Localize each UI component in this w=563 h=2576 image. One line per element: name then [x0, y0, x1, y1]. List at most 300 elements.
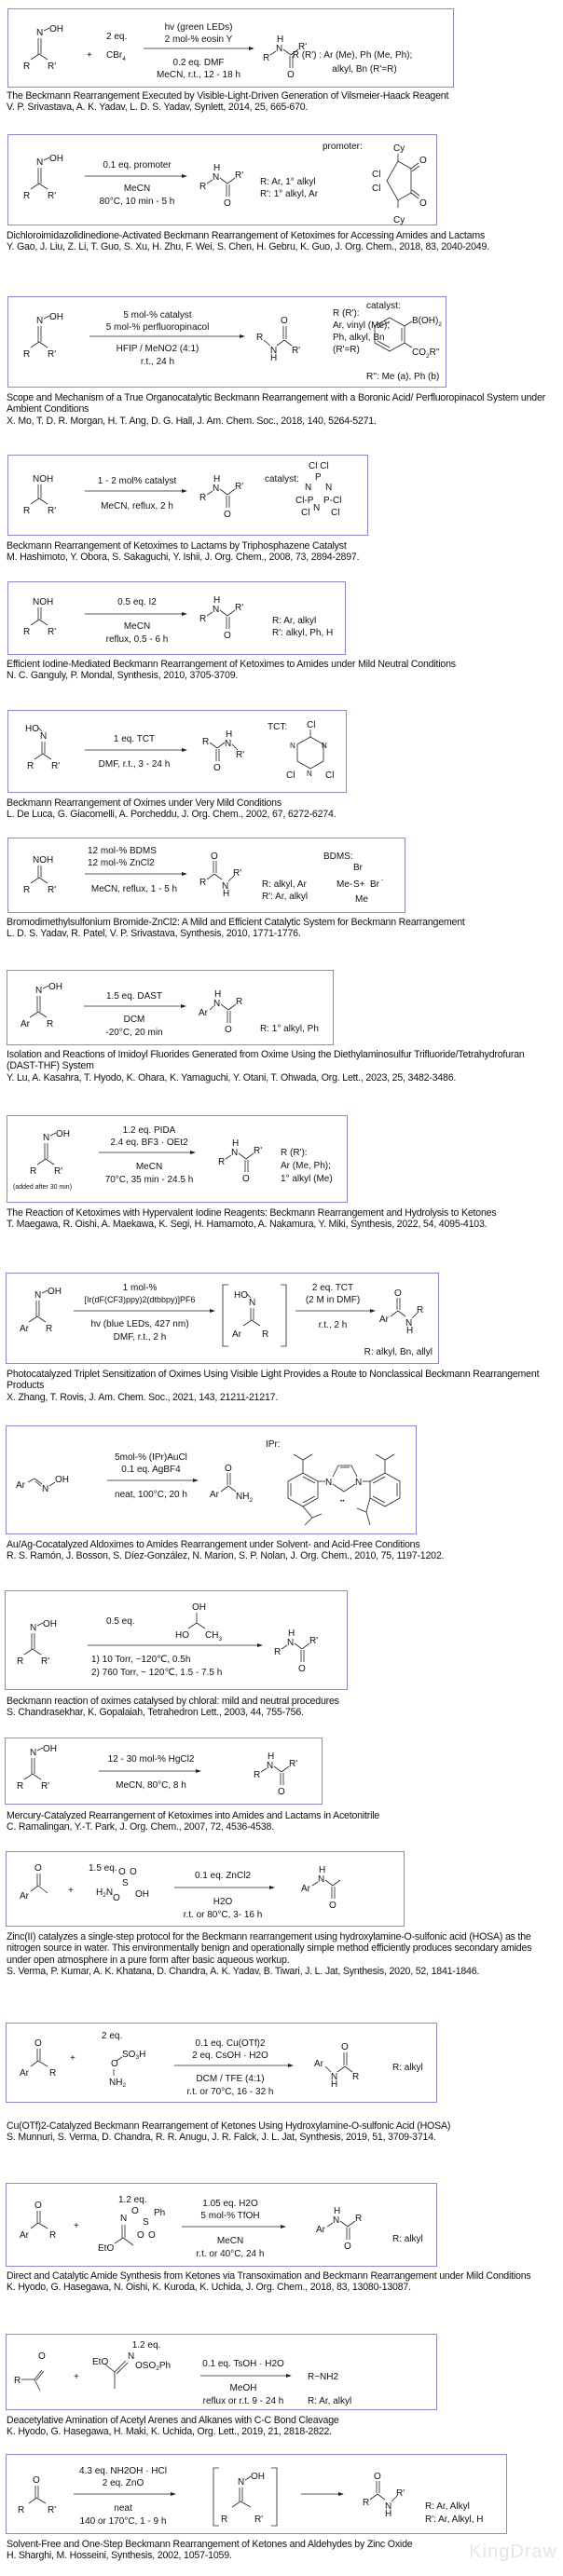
svg-text:R: R — [199, 614, 207, 624]
condition-top-1: 0.1 eq. ZnCl2 — [194, 1871, 252, 1881]
condition-bottom-1: MeCN — [123, 184, 151, 194]
svg-text:R: R — [23, 627, 31, 637]
svg-text:O: O — [34, 2201, 42, 2211]
triphosphazene-catalyst — [295, 461, 341, 518]
citation: L. D. S. Yadav, R. Patel, V. P. Srivastava, Synthesis, 2010, 1771-1776. — [7, 928, 301, 940]
condition-top-2: 2 eq. CsOH · H2O — [192, 2051, 268, 2061]
svg-text:N: N — [276, 44, 283, 54]
svg-text:R: R — [49, 2068, 57, 2079]
aldoxime-reactant — [16, 1475, 69, 1494]
scheme-drawing — [8, 297, 447, 388]
condition-bottom-1: 1) 10 Torr, ~120℃, 0.5h — [91, 1655, 191, 1665]
reaction-scheme-17 — [6, 2334, 437, 2410]
condition-bottom-1: H2O — [213, 1897, 233, 1907]
svg-text:NOH: NOH — [33, 855, 54, 865]
methyl-ketone-reactant — [14, 2351, 46, 2391]
svg-text:R: R — [17, 1656, 24, 1667]
svg-text:O: O — [278, 1787, 285, 1797]
reference-1 — [7, 90, 556, 114]
svg-text:O: O — [281, 316, 288, 326]
svg-text:N: N — [34, 1290, 42, 1301]
condition-top-1: 5 mol-% catalyst — [123, 310, 192, 320]
reference-3 — [7, 392, 556, 427]
svg-text:N: N — [333, 2215, 340, 2226]
svg-text:Ar: Ar — [301, 1884, 310, 1894]
svg-text:R: R — [363, 2498, 370, 2508]
scope-line-3: Ph, alkyl, Bn — [333, 333, 385, 343]
svg-text:O: O — [298, 1664, 306, 1674]
svg-text:O: O — [225, 1025, 232, 1035]
reaction-scheme-13 — [5, 1738, 323, 1805]
paper-title: Cu(OTf)2-Catalyzed Beckmann Rearrangement of Ketones Using Hydroxylamine-O-sulfonic Acid (HOSA) — [7, 2120, 451, 2132]
svg-text:O: O — [111, 2059, 118, 2069]
condition-bottom-1: DMF, r.t., 3 - 24 h — [98, 759, 171, 770]
svg-text:N: N — [222, 881, 229, 892]
promoter-label: promoter: — [323, 142, 363, 152]
condition-bottom-1: neat, 100°C, 20 h — [115, 1490, 187, 1500]
scope-line-4: (R'=R) — [333, 345, 360, 355]
atom-n: N — [36, 28, 44, 38]
svg-text:R: R — [17, 1781, 24, 1792]
svg-text:Cl-P: Cl-P — [295, 496, 314, 506]
scheme-drawing — [6, 1591, 349, 1691]
svg-text:R': R' — [41, 1656, 50, 1667]
condition-top-1: 4.3 eq. NH2OH · HCl — [79, 2466, 167, 2476]
paper-title: The Reaction of Ketoximes with Hypervalent Iodine Reagents: Beckmann Rearrangement and Hydrolysis to Ketones — [7, 1207, 497, 1219]
svg-text:Ar: Ar — [16, 1480, 25, 1491]
condition-top-1: 0.1 eq. promoter — [103, 160, 172, 170]
reference-17 — [7, 2415, 556, 2438]
svg-text:O: O — [242, 1174, 250, 1184]
reagent-eq: 1.2 eq. — [131, 2340, 161, 2351]
svg-text:R: R — [23, 885, 31, 895]
svg-text:OH: OH — [55, 1475, 69, 1485]
scope-line-1: R: Ar, alkyl — [308, 2396, 352, 2406]
svg-text:N: N — [120, 2214, 128, 2224]
plus-sign: + — [74, 2372, 79, 2382]
svg-text:N: N — [405, 1318, 413, 1329]
scope-line-1: R (R'): — [333, 308, 360, 319]
paper-title: Photocatalyzed Triplet Sensitization of Oximes Using Visible Light Provides a Route to Nonclassical Beckmann Rearrangement Products — [7, 1369, 540, 1392]
condition-bottom-2: r.t. or 80°C, 3- 16 h — [183, 1910, 263, 1920]
svg-text:O: O — [33, 2475, 40, 2486]
citation: M. Hashimoto, Y. Obora, S. Sakaguchi, Y. Ishii, J. Org. Chem., 2008, 73, 2894-2897. — [7, 552, 360, 564]
svg-text:N: N — [231, 1148, 239, 1158]
reaction-scheme-10 — [6, 1273, 439, 1364]
svg-text:N: N — [40, 731, 48, 742]
svg-text:R: R — [221, 2515, 228, 2525]
svg-text:Cl: Cl — [301, 508, 310, 518]
condition-top-1: 1 mol-% — [122, 1283, 158, 1293]
amide-product — [256, 316, 300, 363]
svg-text:Cy: Cy — [393, 143, 405, 154]
scope-line-3: 1° alkyl (Me) — [281, 1174, 333, 1184]
svg-text:H: H — [214, 989, 222, 1000]
condition-top-1: 5mol-% (IPr)AuCl — [115, 1452, 187, 1463]
svg-text:Me: Me — [355, 894, 368, 905]
citation: X. Zhang, T. Rovis, J. Am. Chem. Soc., 2021, 143, 21211-21217. — [7, 1391, 279, 1403]
svg-text:R': R' — [235, 603, 244, 613]
triazine-structure — [286, 720, 334, 781]
citation: X. Mo, T. D. R. Morgan, H. T. Ang, D. G. Hall, J. Am. Chem. Soc., 2018, 140, 5264-5271. — [7, 415, 377, 427]
svg-text:H: H — [385, 2509, 392, 2519]
condition-top-1: 0.5 eq. I2 — [117, 597, 157, 607]
svg-text:OH: OH — [49, 154, 63, 164]
ipr-label: IPr: — [266, 1439, 281, 1450]
condition-bottom-2: 80°C, 10 min - 5 h — [99, 197, 175, 207]
scheme-drawing — [6, 1738, 323, 1806]
condition-top-1: hv (green LEDs) — [164, 22, 233, 33]
amide-product — [254, 1751, 297, 1797]
reference-6 — [7, 797, 556, 821]
svg-text:S: S — [122, 1878, 129, 1888]
citation: S. Munnuri, S. Verma, D. Chandra, R. R. Anugu, J. R. Falck, J. L. Jat, Synthesis, 2019, 51, 3709-3714. — [7, 2132, 436, 2144]
svg-text:H: H — [226, 729, 233, 740]
scope-line-2: Ar, vinyl (Me); — [333, 320, 391, 331]
svg-text:H: H — [223, 889, 230, 899]
reaction-scheme-7 — [7, 838, 405, 913]
promoter-structure — [372, 143, 427, 225]
paper-title: Bromodimethylsulfonium Bromide-ZnCl2: A Mild and Efficient Catalytic System for Beckmann Rearrangement — [7, 917, 465, 928]
svg-text:N: N — [385, 2501, 392, 2512]
scope-line-2: R': 1° alkyl, Ar — [260, 189, 319, 199]
svg-text:R: R — [254, 1770, 261, 1780]
chloral-hydrate-structure — [175, 1602, 222, 1642]
condition-top-2: 5 mol-% TfOH — [200, 2211, 260, 2221]
ketoxime-reactant — [23, 855, 56, 895]
svg-text:H: H — [213, 163, 221, 173]
catalyst-label: catalyst: — [265, 474, 299, 484]
svg-text:R': R' — [309, 1636, 319, 1646]
svg-text:EtO: EtO — [98, 2243, 115, 2254]
bdms-structure — [336, 863, 383, 905]
svg-text:-: - — [381, 877, 384, 883]
condition-bottom-1: MeCN, reflux, 2 h — [101, 501, 173, 511]
svg-text:N: N — [238, 2477, 245, 2487]
scope-line-1: R: alkyl — [392, 2234, 423, 2244]
reaction-scheme-11 — [6, 1425, 417, 1534]
scheme-drawing — [7, 1274, 440, 1365]
scheme-drawing — [7, 971, 335, 1046]
svg-text:S: S — [143, 2217, 149, 2228]
svg-text:O: O — [344, 2242, 351, 2252]
scheme-drawing — [8, 838, 406, 914]
svg-text:R': R' — [254, 1146, 263, 1156]
scope-line-2: R': Ar, alkyl — [262, 892, 309, 902]
svg-text:S+: S+ — [353, 879, 365, 890]
reagent-eq: 1.5 eq. — [89, 1863, 117, 1874]
svg-text:CO2R'': $CO_2R''$ — [412, 348, 440, 360]
reference-2 — [7, 230, 556, 253]
condition-bottom-1: DCM — [123, 1015, 145, 1025]
svg-text:O: O — [419, 198, 427, 209]
svg-text:R': R' — [298, 42, 308, 52]
scheme-drawing — [8, 456, 369, 537]
paper-title: Solvent-Free and One-Step Beckmann Rearrangement of Ketones and Aldehydes by Zinc Oxide — [7, 2539, 413, 2550]
svg-text:N: N — [325, 1478, 333, 1488]
reference-10 — [7, 1369, 556, 1403]
condition-bottom-2: reflux or r.t. 9 - 24 h — [202, 2396, 284, 2406]
amide-product — [199, 163, 243, 209]
svg-text:N: N — [322, 742, 327, 750]
atom-oh: OH — [49, 24, 63, 34]
svg-text:OH: OH — [251, 2472, 265, 2482]
citation: T. Maegawa, R. Oishi, A. Maekawa, K. Segi, H. Hamamoto, A. Nakamura, Y. Miki, Synthesis, 2022, 54, 4095-4103. — [7, 1219, 487, 1231]
svg-text:H: H — [270, 353, 278, 363]
svg-text:N: N — [213, 999, 221, 1009]
citation: Y. Lu, A. Kasahra, T. Hyodo, K. Ohara, K. Yamaguchi, Y. Otani, T. Ohwada, Org. Lett., 2023, 25, 3482-3486. — [7, 1071, 457, 1084]
svg-text:NOH: NOH — [33, 474, 54, 484]
amide-product — [274, 1629, 318, 1674]
svg-text:H: H — [268, 1751, 275, 1762]
svg-text:••: •• — [340, 1498, 345, 1505]
condition-bottom-1: hv (blue LEDs, 427 nm) — [90, 1319, 189, 1329]
svg-text:NOH: NOH — [33, 597, 54, 607]
svg-text:N: N — [307, 770, 312, 778]
citation: V. P. Srivastava, A. K. Yadav, L. D. S. Yadav, Synlett, 2014, 25, 665-670. — [7, 102, 309, 114]
svg-text:P: P — [315, 472, 322, 483]
amide-product — [379, 1288, 423, 1336]
reaction-scheme-16 — [6, 2183, 437, 2267]
reaction-scheme-18 — [6, 2454, 507, 2534]
reagent-eq: 2 eq. — [102, 2031, 123, 2041]
svg-text:O: O — [341, 2042, 349, 2052]
svg-text:N: N — [331, 2072, 338, 2082]
svg-text:Cl Cl: Cl Cl — [309, 461, 329, 471]
condition-bottom-1: DCM / TFE (4:1) — [196, 2074, 265, 2084]
amide-product — [199, 852, 241, 899]
scheme-drawing — [7, 2335, 438, 2411]
svg-text:OH: OH — [43, 1619, 57, 1629]
addition-note: (added after 30 min) — [13, 1184, 73, 1191]
svg-text:O: O — [329, 1901, 336, 1911]
svg-text:R: R — [199, 493, 207, 503]
svg-text:HO: HO — [234, 1290, 248, 1301]
svg-text:R': R' — [292, 346, 301, 356]
paper-title: Isolation and Reactions of Imidoyl Fluorides Generated from Oxime Using the Diethylaminosulfur Trifluoride/Tetrahydrofuran (DAST-THF) System — [7, 1049, 525, 1072]
oxime-reactant — [17, 1619, 57, 1667]
svg-text:O: O — [130, 1867, 137, 1877]
svg-text:N: N — [325, 483, 333, 493]
svg-text:R: R — [30, 1166, 37, 1177]
svg-text:Cl: Cl — [372, 170, 381, 180]
condition-top-1: 0.1 eq. Cu(OTf)2 — [195, 2038, 266, 2049]
reference-15 — [7, 2120, 556, 2144]
svg-text:Ar: Ar — [199, 1008, 208, 1018]
ketone-reactant — [20, 1863, 48, 1901]
svg-text:P-Cl: P-Cl — [323, 496, 342, 506]
amide-product — [316, 2206, 362, 2252]
svg-text:O: O — [34, 2038, 42, 2049]
condition-bottom-2: 140 or 170°C, 1 - 9 h — [79, 2516, 167, 2527]
svg-text:H: H — [277, 34, 284, 45]
condition-bottom-1: 0.2 eq. DMF — [172, 58, 225, 68]
svg-text:N: N — [36, 157, 44, 168]
svg-text:Ar: Ar — [21, 1019, 30, 1029]
condition-bottom-1: HFIP / MeNO2 (4:1) — [116, 344, 199, 354]
scope-line-1: R: Ar, 1° alkyl — [260, 177, 316, 187]
oxime-reactant — [25, 724, 60, 771]
reaction-scheme-2 — [7, 134, 437, 225]
paper-title: Efficient Iodine-Mediated Beckmann Rearrangement of Ketoximes to Amides under Mild Neutral Conditions — [7, 659, 456, 670]
ketoxime-reactant — [23, 474, 56, 516]
primary-amide-product — [210, 1464, 253, 1504]
svg-text:O: O — [137, 2230, 144, 2241]
svg-text:R: R — [202, 737, 210, 747]
svg-text:R: R — [355, 2214, 363, 2224]
plus-sign: + — [70, 2053, 76, 2064]
svg-text:O: O — [213, 763, 221, 773]
scope-line-1: R (R') : Ar (Me), Ph (Me, Ph); — [292, 50, 413, 61]
condition-top-2: 5 mol-% perfluoropinacol — [105, 322, 210, 333]
plus-sign: + — [74, 2221, 79, 2231]
svg-text:H: H — [213, 474, 221, 484]
scheme-drawing — [7, 2455, 508, 2535]
svg-text:OH: OH — [192, 1602, 206, 1613]
paper-title: Beckmann Rearrangement of Oximes under Very Mild Conditions — [7, 797, 282, 809]
scope-line-1: R: alkyl, Bn, allyl — [364, 1347, 433, 1357]
carbonyl-reactant — [18, 2475, 56, 2515]
svg-text:Br: Br — [370, 879, 379, 890]
condition-top-1: 12 - 30 mol-% HgCl2 — [107, 1754, 195, 1765]
svg-text:O: O — [38, 2351, 46, 2362]
condition-bottom-1: MeCN — [123, 621, 151, 632]
condition2-bottom-1: r.t., 2 h — [318, 1320, 348, 1330]
svg-text:N: N — [213, 172, 220, 183]
svg-text:Ar: Ar — [210, 1490, 219, 1500]
scope-line-1: R: alkyl — [392, 2063, 423, 2073]
svg-text:O: O — [394, 1288, 402, 1299]
paper-title: Zinc(II) catalyzes a single-step protocol for the Beckmann rearrangement using hydroxylamine-O-sulfonic acid (HOSA) as the nitrogen source in water. This environmentally benign and operationally simple method efficiently produces secondary amides under open atmosphere in a pure form after basic aqueous workup. — [7, 1931, 532, 1966]
condition-bottom-1: MeCN, 80°C, 8 h — [116, 1780, 186, 1791]
svg-text:Cl: Cl — [325, 770, 335, 781]
svg-text:OH: OH — [49, 312, 63, 322]
svg-text:H: H — [406, 1326, 414, 1336]
svg-text:O: O — [131, 2206, 139, 2216]
condition2-top-1: 2 eq. TCT — [311, 1283, 354, 1293]
scope-line-2: Ar (Me, Ph); — [281, 1161, 331, 1171]
reference-9 — [7, 1207, 556, 1231]
svg-text:R': R' — [48, 2505, 57, 2515]
svg-text:Ar: Ar — [232, 1329, 241, 1340]
svg-text:R': R' — [48, 506, 57, 516]
scheme-drawing — [8, 582, 347, 656]
svg-text:R: R — [23, 506, 31, 516]
paper-title: Deacetylative Amination of Acetyl Arenes and Alkanes with C-C Bond Cleavage — [7, 2415, 339, 2426]
svg-text:NH2: $NH_2$ — [109, 2078, 127, 2089]
svg-text:H: H — [331, 2079, 338, 2090]
oxime-reactant — [21, 982, 62, 1029]
svg-text:R': R' — [289, 1759, 298, 1769]
svg-text:R: R — [23, 191, 31, 201]
svg-text:N: N — [213, 605, 220, 615]
citation: R. S. Ramón, J. Bosson, S. Díez-González, N. Marion, S. P. Nolan, J. Org. Chem., 2010, 75, 1197-1202. — [7, 1550, 445, 1562]
reaction-scheme-4 — [7, 455, 368, 536]
svg-text:O: O — [419, 156, 427, 166]
reaction-scheme-6 — [7, 710, 347, 793]
oxime-reactant — [23, 24, 63, 72]
svg-text:Br: Br — [353, 863, 363, 873]
amine-product: R−NH2 — [308, 2372, 339, 2382]
svg-text:N: N — [249, 1298, 256, 1308]
condition-bottom-2: -20°C, 20 min — [105, 1028, 163, 1038]
bdms-label: BDMS: — [323, 852, 353, 862]
svg-text:N: N — [35, 986, 43, 996]
paper-title: Beckmann Rearrangement of Ketoximes to Lactams by Triphosphazene Catalyst — [7, 540, 347, 552]
reference-14 — [7, 1931, 556, 1977]
svg-text:R': R' — [48, 627, 57, 637]
reagent-eq: 2 eq. — [106, 32, 128, 42]
svg-text:R': R' — [236, 750, 245, 760]
svg-text:Ar: Ar — [316, 2225, 325, 2235]
svg-text:O: O — [148, 2230, 156, 2241]
reference-11 — [7, 1539, 556, 1562]
condition-top-1: 1 - 2 mol% catalyst — [97, 476, 177, 486]
condition-bottom-1: MeCN, reflux, 1 - 5 h — [90, 884, 178, 894]
svg-text:N: N — [128, 2351, 135, 2362]
svg-text:N: N — [355, 1478, 363, 1488]
amide-product — [199, 474, 243, 520]
reagent-cbr4: CBr$_4$ — [106, 50, 126, 62]
svg-text:N: N — [30, 1748, 37, 1758]
plus-sign: + — [87, 50, 92, 61]
svg-text:R: R — [27, 761, 34, 771]
svg-text:Ar: Ar — [20, 2230, 29, 2241]
watermark: KingDraw — [469, 2542, 557, 2562]
svg-text:O: O — [113, 1893, 120, 1903]
svg-text:N: N — [42, 1484, 49, 1494]
svg-text:R: R — [199, 878, 207, 888]
oxime-reactant — [23, 312, 63, 360]
reagent-eq: 1.2 eq. — [118, 2195, 147, 2205]
svg-text:OH: OH — [48, 1287, 62, 1297]
oxime-sulfonate-structure — [98, 2206, 165, 2254]
scheme-drawing — [7, 1116, 349, 1204]
condition-bottom-1: MeCN — [135, 1162, 163, 1172]
svg-text:N: N — [305, 483, 312, 493]
acetanilide-product — [301, 1865, 340, 1911]
amide-product — [363, 2472, 405, 2519]
ketone-reactant — [20, 2038, 56, 2079]
svg-text:R': R' — [235, 482, 244, 492]
oxime-reactant — [30, 1129, 70, 1177]
reference-4 — [7, 540, 556, 564]
svg-text:R: R — [263, 53, 270, 63]
svg-text:O: O — [224, 198, 231, 209]
scope-line-1: R: 1° alkyl, Ph — [260, 1024, 319, 1034]
paper-title: Dichloroimidazolidinedione-Activated Beckmann Rearrangement of Ketoximes for Accessing Amides and Lactams — [7, 230, 486, 241]
oxime-reactant — [23, 154, 63, 201]
svg-text:O: O — [118, 1867, 126, 1877]
citation: S. Verma, P. Kumar, A. K. Khatana, D. Chandra, A. K. Yadav, B. Tiwari, J. L. Jat, Synthesis, 2020, 52, 1841-1846. — [7, 1965, 480, 1977]
svg-text:R: R — [14, 2376, 21, 2386]
oxime-intermediate — [213, 2468, 277, 2526]
svg-text:O: O — [287, 70, 295, 80]
citation: H. Sharghi, M. Hosseini, Synthesis, 2002, 1057-1059. — [7, 2550, 232, 2562]
condition-top-2: 2 mol-% eosin Y — [164, 34, 233, 45]
svg-text:R': R' — [41, 1781, 50, 1792]
citation: Y. Gao, J. Liu, Z. Li, T. Guo, S. Xu, H. Zhu, F. Wei, S. Chen, H. Gebru, K. Guo, J. Org. Chem., 2018, 83, 2040-2049. — [7, 241, 489, 253]
svg-text:N: N — [287, 1638, 295, 1648]
svg-text:H: H — [319, 1865, 326, 1875]
scope-line-1: R: Ar, alkyl — [272, 616, 317, 626]
paper-title: Direct and Catalytic Amide Synthesis from Ketones via Transoximation and Beckmann Rearrangement under Mild Conditions — [7, 2270, 531, 2282]
condition-top-1: 1.5 eq. DAST — [105, 991, 163, 1002]
condition-top-2: 0.1 eq. AgBF4 — [121, 1465, 181, 1475]
svg-text:HO: HO — [25, 724, 39, 734]
svg-text:OSO2Ph: $OSO_2Ph$ — [135, 2361, 172, 2372]
svg-text:R': R' — [54, 1166, 63, 1177]
